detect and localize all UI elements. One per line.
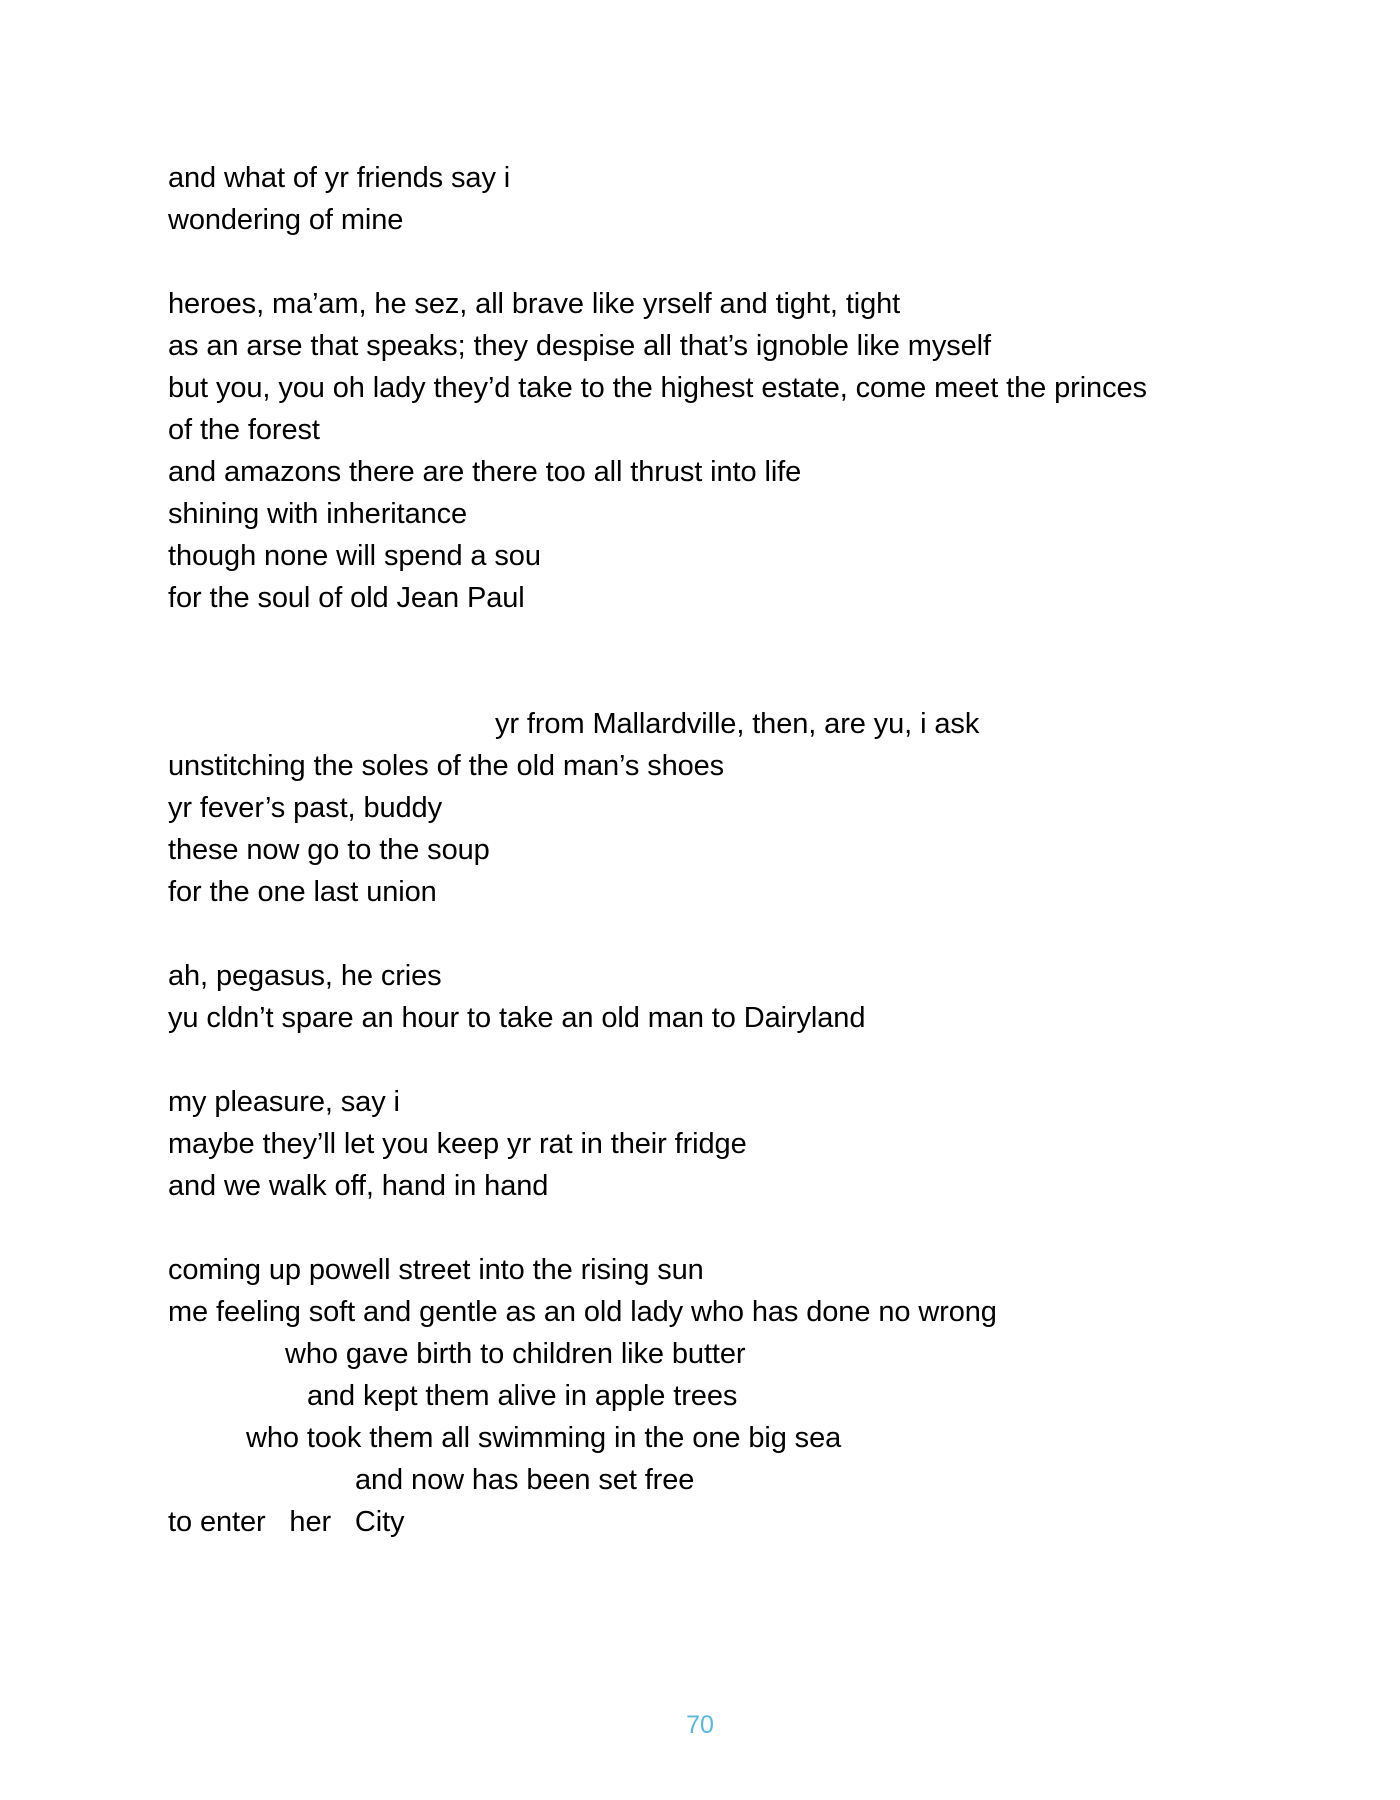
poem-line: of the forest xyxy=(168,414,320,446)
poem-line: yr from Mallardville, then, are yu, i ask xyxy=(495,708,980,740)
poem-line: heroes, ma’am, he sez, all brave like yrself and tight, tight xyxy=(168,288,901,320)
poem-line: and kept them alive in apple trees xyxy=(307,1380,738,1412)
poem-line: maybe they’ll let you keep yr rat in their fridge xyxy=(168,1128,747,1160)
poem-line: for the one last union xyxy=(168,876,437,908)
poem-line: but you, you oh lady they’d take to the highest estate, come meet the princes xyxy=(168,372,1147,404)
poem-line: yr fever’s past, buddy xyxy=(168,792,442,824)
poem-line: yu cldn’t spare an hour to take an old man to Dairyland xyxy=(168,1002,866,1034)
poem-line: these now go to the soup xyxy=(168,834,490,866)
poem-line: and amazons there are there too all thrust into life xyxy=(168,456,802,488)
poem-line: unstitching the soles of the old man’s shoes xyxy=(168,750,725,782)
poem-line: wondering of mine xyxy=(168,204,404,236)
poem-line: shining with inheritance xyxy=(168,498,468,530)
poem-line: though none will spend a sou xyxy=(168,540,541,572)
poem-line: my pleasure, say i xyxy=(168,1086,400,1118)
poem-line: coming up powell street into the rising sun xyxy=(168,1254,704,1286)
poem-line: and what of yr friends say i xyxy=(168,162,511,194)
poem-line: as an arse that speaks; they despise all that’s ignoble like myself xyxy=(168,330,991,362)
poem-line: to enter her City xyxy=(168,1506,405,1538)
page-number: 70 xyxy=(686,1711,714,1739)
poem-line: who took them all swimming in the one big sea xyxy=(246,1422,842,1454)
poem-line: and we walk off, hand in hand xyxy=(168,1170,549,1202)
poem-line: ah, pegasus, he cries xyxy=(168,960,442,992)
poem-line: for the soul of old Jean Paul xyxy=(168,582,525,614)
poem-line: and now has been set free xyxy=(355,1464,695,1496)
poem-line: who gave birth to children like butter xyxy=(285,1338,746,1370)
poem-line: me feeling soft and gentle as an old lady who has done no wrong xyxy=(168,1296,997,1328)
